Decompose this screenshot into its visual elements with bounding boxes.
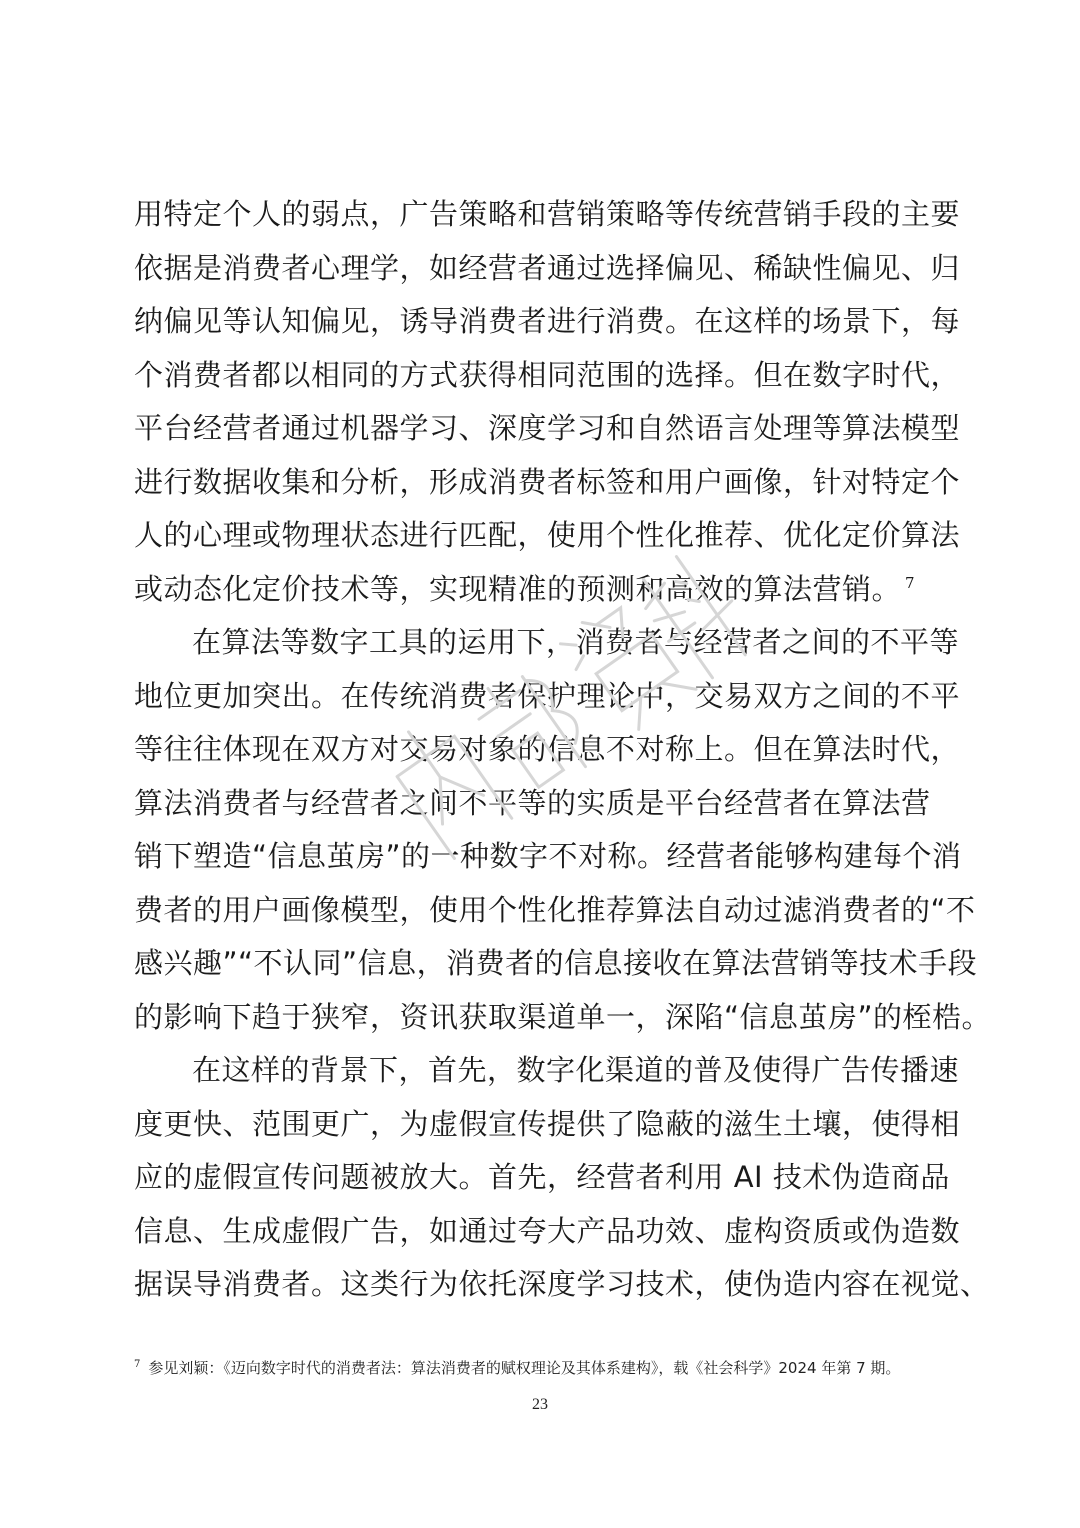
- paragraph-2-line: 地位更加突出。在传统消费者保护理论中，交易双方之间的不平: [134, 678, 961, 713]
- paragraph-1-last-line: [134, 563, 948, 617]
- body-text: [134, 188, 992, 1312]
- paragraph-2-line: 费者的用户画像模型，使用个性化推荐算法自动过滤消费者的“不: [134, 892, 976, 927]
- paragraph-3-line: 应的虚假宣传问题被放大。首先，经营者利用 AI 技术伪造商品: [134, 1160, 950, 1194]
- paragraph-2-line: 算法消费者与经营者之间不平等的实质是平台经营者在算法营: [134, 785, 931, 820]
- paragraph-2-line: 感兴趣”“不认同”信息，消费者的信息接收在算法营销等技术手段: [134, 946, 978, 980]
- page-number: 23: [532, 1396, 548, 1413]
- paragraph-1-line: 进行数据收集和分析，形成消费者标签和用户画像，针对特定个: [134, 464, 961, 499]
- paragraph-2-line: 等往往体现在双方对交易对象的信息不对称上。但在算法时代，: [134, 732, 961, 766]
- footnote-number: 7: [134, 1359, 141, 1370]
- paragraph-3-line: 信息、生成虚假广告，如通过夸大产品功效、虚构资质或伪造数: [134, 1213, 961, 1248]
- footnote-reference[interactable]: 7: [905, 573, 916, 592]
- paragraph-1-line: 平台经营者通过机器学习、深度学习和自然语言处理等算法模型: [134, 411, 961, 445]
- paragraph-3-line: 在这样的背景下，首先，数字化渠道的普及使得广告传播速: [192, 1053, 960, 1087]
- paragraph-2-line: 在算法等数字工具的运用下，消费者与经营者之间的不平等: [192, 625, 960, 659]
- paragraph-1-line: 人的心理或物理状态进行匹配，使用个性化推荐、优化定价算法: [134, 518, 961, 552]
- paragraph-1-line: 依据是消费者心理学，如经营者通过选择偏见、稀缺性偏见、归: [134, 250, 961, 285]
- paragraph-1-line: 用特定个人的弱点，广告策略和营销策略等传统营销手段的主要: [134, 197, 961, 231]
- paragraph-3-line: 据误导消费者。这类行为依托深度学习技术，使伪造内容在视觉、: [134, 1267, 990, 1301]
- paragraph-1-line: 个消费者都以相同的方式获得相同范围的选择。但在数字时代，: [134, 357, 961, 392]
- paragraph-2-line: 销下塑造“信息茧房”的一种数字不对称。经营者能够构建每个消: [134, 839, 962, 873]
- paragraph-1-line: 纳偏见等认知偏见，诱导消费者进行消费。在这样的场景下，每: [134, 304, 961, 338]
- paragraph-3-line: 度更快、范围更广，为虚假宣传提供了隐蔽的滋生土壤，使得相: [134, 1106, 961, 1141]
- paragraph-1-line-text: 或动态化定价技术等，实现精准的预测和高效的算法营销。: [134, 571, 902, 606]
- paragraph-2-line: 的影响下趋于狭窄，资讯获取渠道单一，深陷“信息茧房”的桎梏。: [134, 999, 992, 1034]
- footnote-text: 参见刘颖：《迈向数字时代的消费者法：算法消费者的赋权理论及其体系建构》，载《社会科学》2024 年第 7 期。: [148, 1359, 901, 1377]
- footnote: [134, 1354, 954, 1379]
